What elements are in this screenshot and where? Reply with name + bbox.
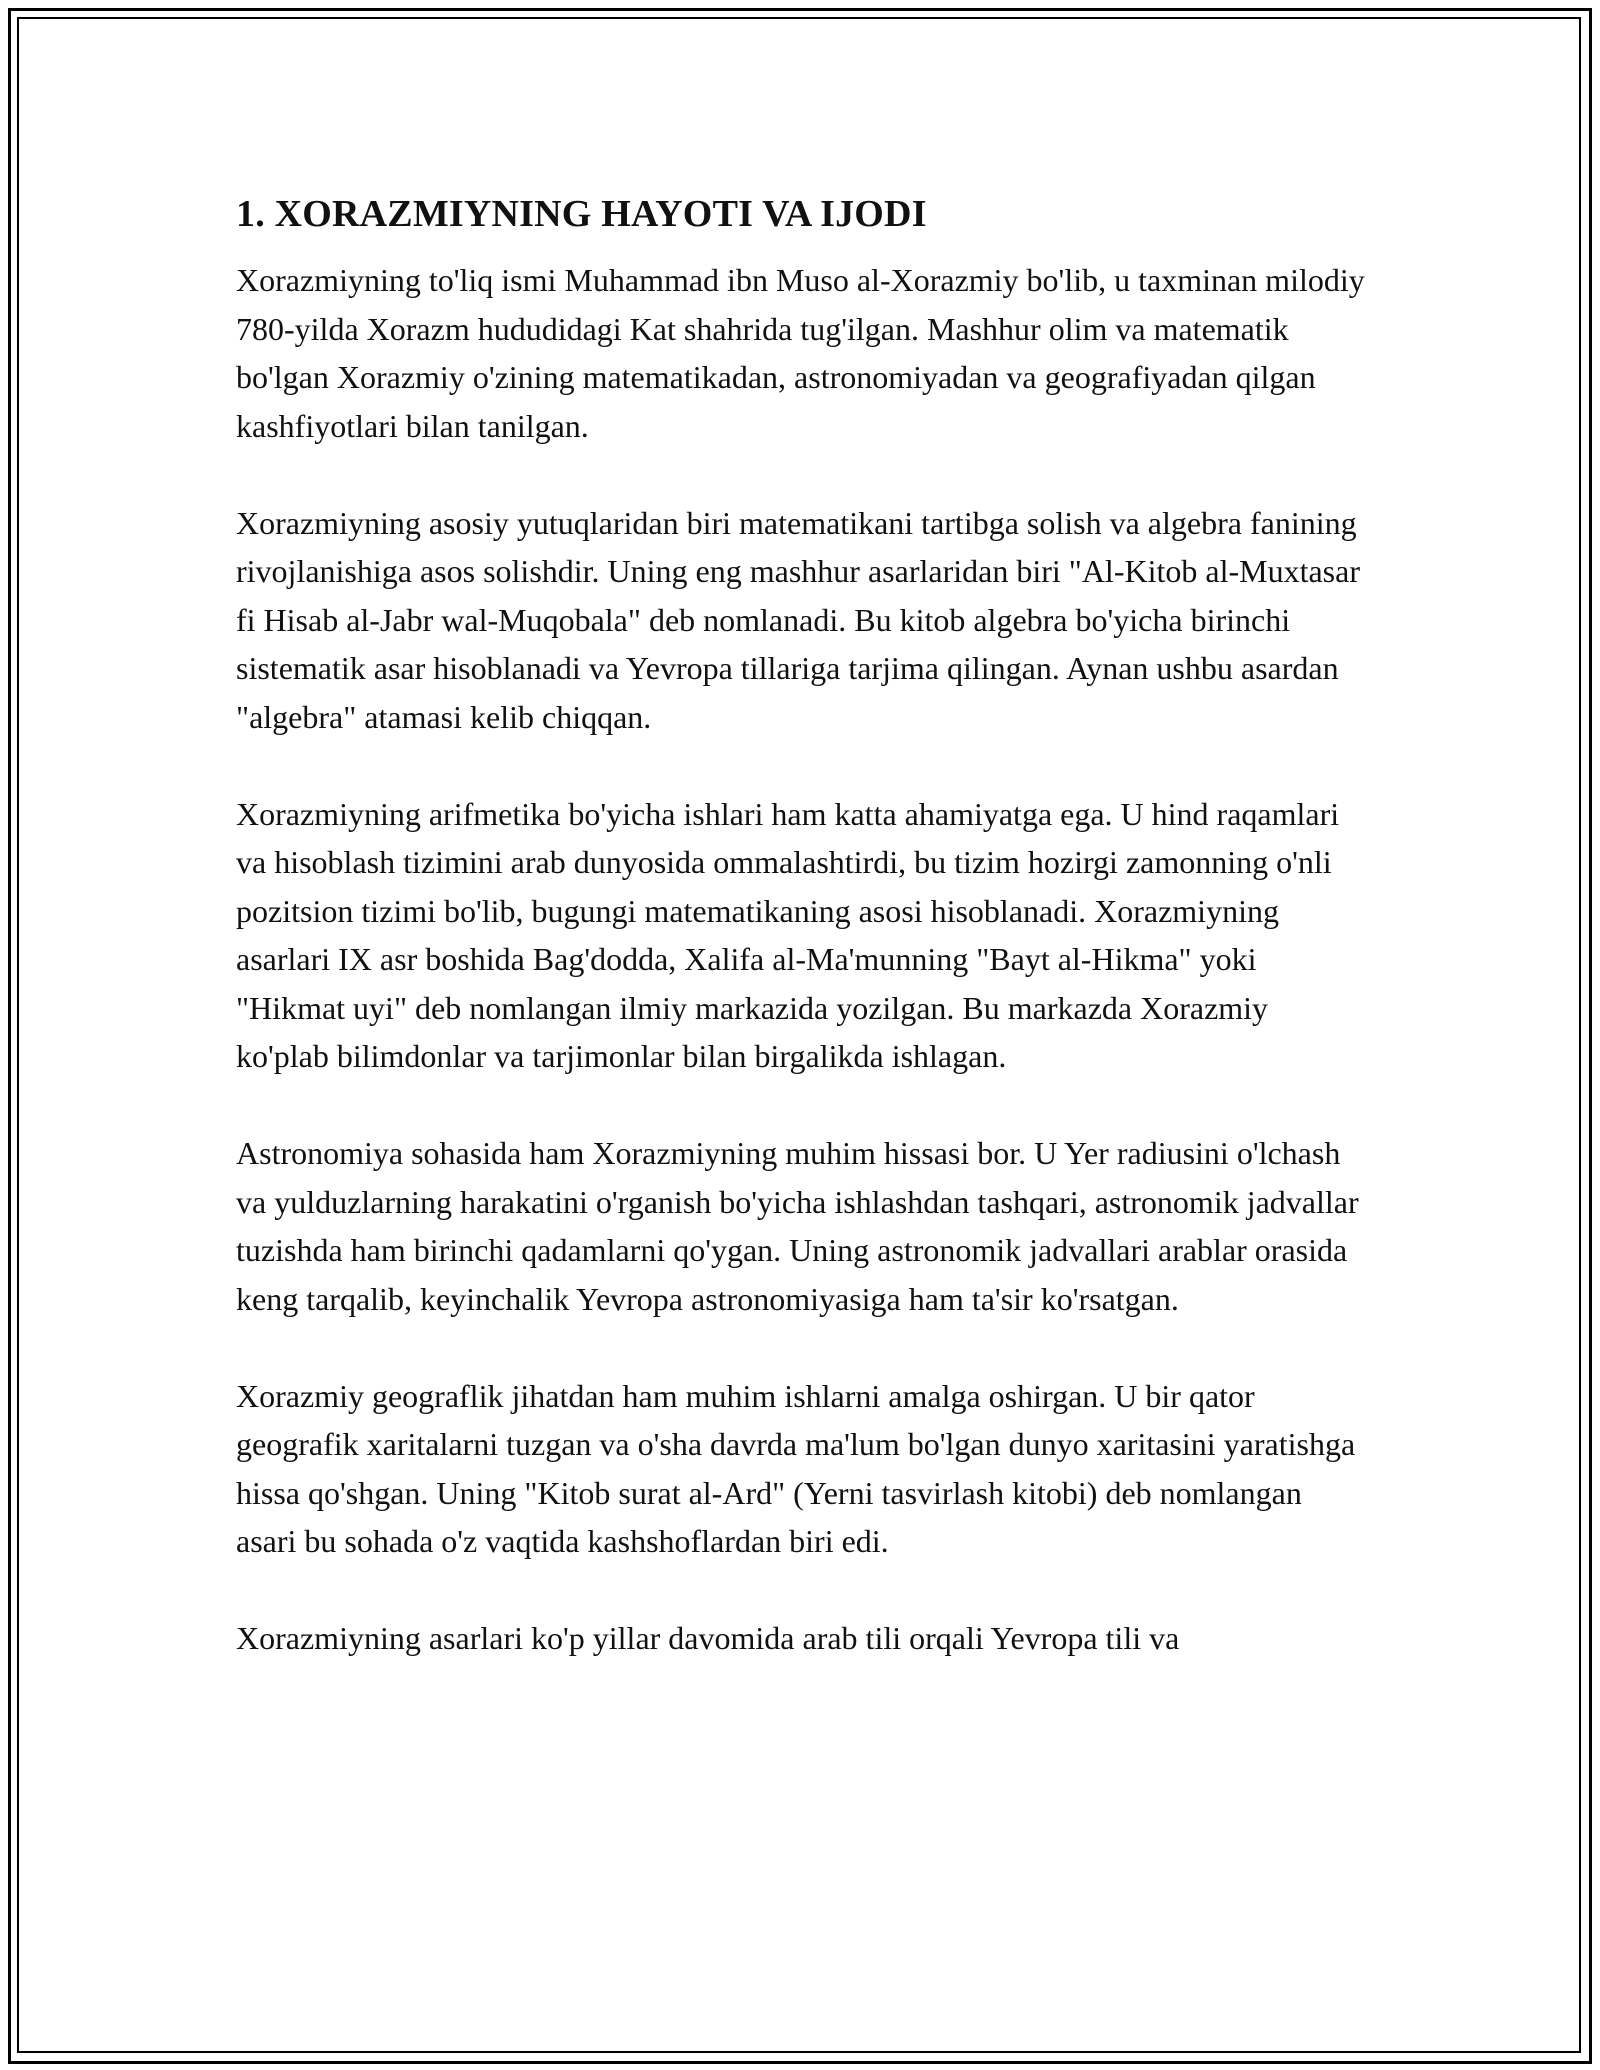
document-body bbox=[236, 188, 1366, 1711]
paragraph-legacy: Xorazmiyning asarlari ko'p yillar davomida arab tili orqali Yevropa tili va bbox=[236, 1620, 1180, 1656]
paragraph-biography: Xorazmiyning to'liq ismi Muhammad ibn Muso al-Xorazmiy bo'lib, u taxminan milodiy 780-yilda Xorazm hududidagi Kat shahrida tug'ilgan. Mashhur olim va matematik bo'lgan Xorazmiy o'zining matematikadan, astronomiyadan va geografiyadan qilgan kashfiyotlari bilan tanilgan. bbox=[236, 262, 1365, 444]
paragraph-arithmetic: Xorazmiyning arifmetika bo'yicha ishlari ham katta ahamiyatga ega. U hind raqamlari va hisoblash tizimini arab dunyosida ommalashtirdi, bu tizim hozirgi zamonning o'nli pozitsion tizimi bo'lib, bugungi matematikaning asosi hisoblanadi. Xorazmiyning asarlari IX asr boshida Bag'dodda, Xalifa al-Ma'munning "Bayt al-Hikma" yoki "Hikmat uyi" deb nomlangan ilmiy markazida yozilgan. Bu markazda Xorazmiy ko'plab bilimdonlar va tarjimonlar bilan birgalikda ishlagan. bbox=[236, 795, 1340, 1074]
paragraph-astronomy: Astronomiya sohasida ham Xorazmiyning muhim hissasi bor. U Yer radiusini o'lchash va yulduzlarning harakatini o'rganish bo'yicha ishlashdan tashqari, astronomik jadvallar tuzishda ham birinchi qadamlarni qo'ygan. Uning astronomik jadvallari arablar orasida keng tarqalib, keyinchalik Yevropa astronomiyasiga ham ta'sir ko'rsatgan. bbox=[236, 1135, 1359, 1317]
paragraph-algebra: Xorazmiyning asosiy yutuqlaridan biri matematikani tartibga solish va algebra fanining rivojlanishiga asos solishdir. Uning eng mashhur asarlaridan biri "Al-Kitob al-Muxtasar fi Hisab al-Jabr wal-Muqobala" deb nomlanadi. Bu kitob algebra bo'yicha birinchi sistematik asar hisoblanadi va Yevropa tillariga tarjima qilingan. Aynan ushbu asardan "algebra" atamasi kelib chiqqan. bbox=[236, 504, 1360, 735]
section-title: 1. XORAZMIYNING HAYOTI VA IJODI bbox=[236, 193, 927, 235]
paragraph-geography: Xorazmiy geograflik jihatdan ham muhim ishlarni amalga oshirgan. U bir qator geografik xaritalarni tuzgan va o'sha davrda ma'lum bo'lgan dunyo xaritasini yaratishga hissa qo'shgan. Uning "Kitob surat al-Ard" (Yerni tasvirlash kitobi) deb nomlangan asari bu sohada o'z vaqtida kashshoflardan biri edi. bbox=[236, 1377, 1356, 1559]
